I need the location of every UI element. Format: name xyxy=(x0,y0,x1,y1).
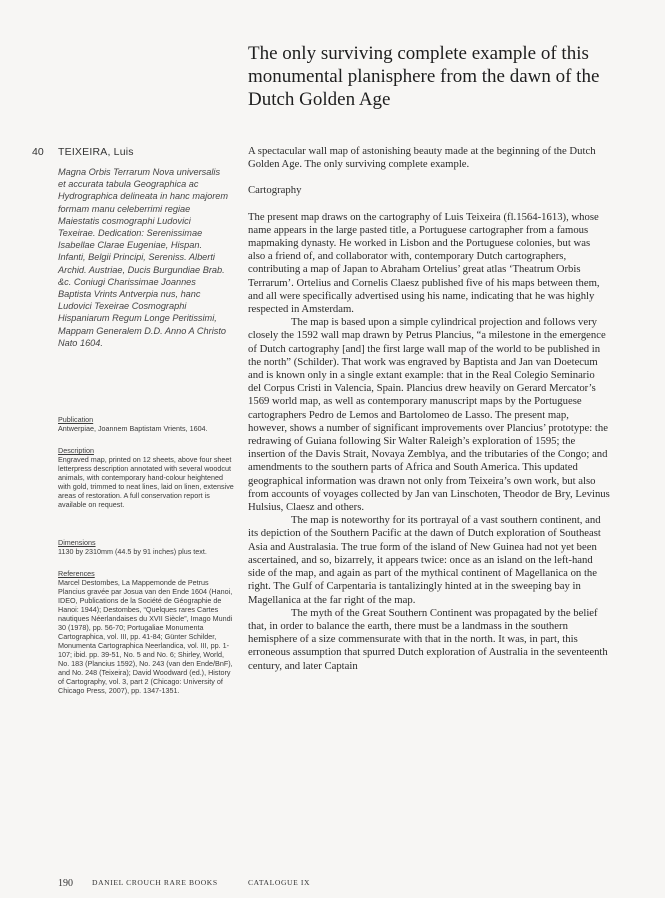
author-name: TEIXEIRA, Luis xyxy=(58,146,134,158)
publication-text: Antwerpiae, Joannem Baptistam Vrients, 1604. xyxy=(58,424,208,433)
section-heading: Cartography xyxy=(248,184,302,197)
references-text: Marcel Destombes, La Mappemonde de Petrus Plancius gravée par Josua van den Ende 1604 (Hanoi, IDEO, Publications de la Société de Géographie de Hanoi: 1944); Destombes, “Quelques rares Cartes nautiques Néerlandaises du XVII Siècle”, Imago Mundi 30 (1978), pp. 56-70; Portugaliae Monumenta Cartographica, vol. III, pp. 41-84; Günter Schilder, Monumenta Cartographica Neerlandica, vol. III, pp. 1-107; ibid. pp. 39-51, No. 5 and No. 6; Shirley, World, No. 183 (Plancius 1592), No. 243 (van den Ende/BnF), and No. 248 (Teixeira); David Woodward (ed.), History of Cartography, vol. 3, part 2 (Chicago: University of Chicago Press, 2007), pp. 1347-1351. xyxy=(58,578,233,695)
references-label: References xyxy=(58,569,95,578)
publication-label: Publication xyxy=(58,415,94,424)
description-text: Engraved map, printed on 12 sheets, above four sheet letterpress description annotated with several woodcut animals, with contemporary hand-colour heightened with gold, trimmed to neat lines, laid on linen, extensive areas of restoration. A full conservation report is available on request. xyxy=(58,455,234,509)
body-paragraph: The map is noteworthy for its portrayal of a vast southern continent, and its depiction of the Southern Pacific at the dawn of Dutch exploration of Southeast Asia and Australasia. The true form of the island of New Guinea had not yet been ascertained, and so, bizarrely, it appears twice: once as an island on the left-hand side of the map, and again as part of the mythical continent of Magellanica on the right. The Gulf of Carpentaria is tantalizingly hinted at in the sweeping bay in Magellanica at the far right of the map. xyxy=(248,514,601,606)
lot-number: 40 xyxy=(32,146,44,158)
references-block xyxy=(58,569,234,695)
publication-block xyxy=(58,415,234,433)
page-number: 190 xyxy=(58,878,73,889)
intro-paragraph: A spectacular wall map of astonishing beauty made at the beginning of the Dutch Golden Age. The only surviving complete example. xyxy=(248,145,596,171)
description-label: Description xyxy=(58,446,94,455)
body-paragraph: The present map draws on the cartography of Luis Teixeira (fl.1564-1613), whose name appears in the large pasted title, a Portuguese cartographer from a famous mapmaking dynasty. He worked in Lisbon and the Portuguese colonies, but was also a friend of, and collaborator with, contemporary Dutch cartographers, contributing a map of Japan to Abraham Ortelius’ great atlas ‘Theatrum Orbis Terrarum’. Ortelius and Cornelis Claesz published five of his maps between them, and all were specifically advertised using his name, indicating that he was highly respected in Amsterdam. xyxy=(248,210,600,316)
dimensions-block xyxy=(58,538,234,556)
page-headline: The only surviving complete example of this monumental planisphere from the dawn of the Dutch Golden Age xyxy=(248,43,600,110)
body-paragraph: The myth of the Great Southern Continent was propagated by the belief that, in order to balance the earth, there must be a landmass in the southern hemisphere of a size commensurate with that in the north. It was, in part, this erroneous assumption that spurred Dutch exploration of Australia in the seventeenth century, and later Captain xyxy=(248,606,608,672)
dimensions-label: Dimensions xyxy=(58,538,96,547)
publisher-name: DANIEL CROUCH RARE BOOKS xyxy=(92,878,218,887)
main-text-column xyxy=(248,145,610,673)
dimensions-text: 1130 by 2310mm (44.5 by 91 inches) plus text. xyxy=(58,547,207,556)
body-paragraph: The map is based upon a simple cylindrical projection and follows very closely the 1592 wall map drawn by Petrus Plancius, “a milestone in the emergence of Dutch cartography [and] the first large wall map of the world to be published in the north” (Schilder). That work was engraved by Baptista and Jan van Doetecum and is known only in a single extant example: that in the Real Colegio Seminario del Corpus Cristi in Valencia, Spain. Plancius drew heavily on Gerard Mercator’s 1569 world map, as well as contemporary manuscript maps by the Portuguese cartographers Pedro de Lemos and Bartolomeo de Lasso. The present map, however, shows a number of significant improvements over Plancius’ prototype: the redrawing of Guiana following Sir Walter Raleigh’s exploration of 1595; the insertion of the Davis Strait, Novaya Zemblya, and the tributaries of the Congo; and amendments to the southern parts of Africa and South America. This updated geographical information was drawn not only from Teixeira’s own work, but also from accounts of voyages collected by Jan van Linschoten, Theodor de Bry, Levinus Hulsius, Claesz and others. xyxy=(248,316,610,514)
description-block xyxy=(58,446,234,509)
catalogue-name: CATALOGUE IX xyxy=(248,878,311,887)
map-title-text: Magna Orbis Terrarum Nova universalis et accurata tabula Geographica ac Hydrographica delineata in hanc majorem formam manu celeberrimi regiae Maiestatis cosmographi Ludovici Texeirae. Dedication: Serenissimae Isabellae Clarae Eugeniae, Hispan. Infanti, Belgii Principi, Sereniss. Alberti Archid. Austriae, Ducis Burgundiae Brab. &c. Coniugi Charissimae Joannes Baptista Vrints Antverpia nus, hanc Ludovici Texeirae Cosmographi Hispaniarum Regum Longe Peritissimi, Mappam Generalem D.D. Anno A Christo Nato 1604. xyxy=(58,167,229,348)
